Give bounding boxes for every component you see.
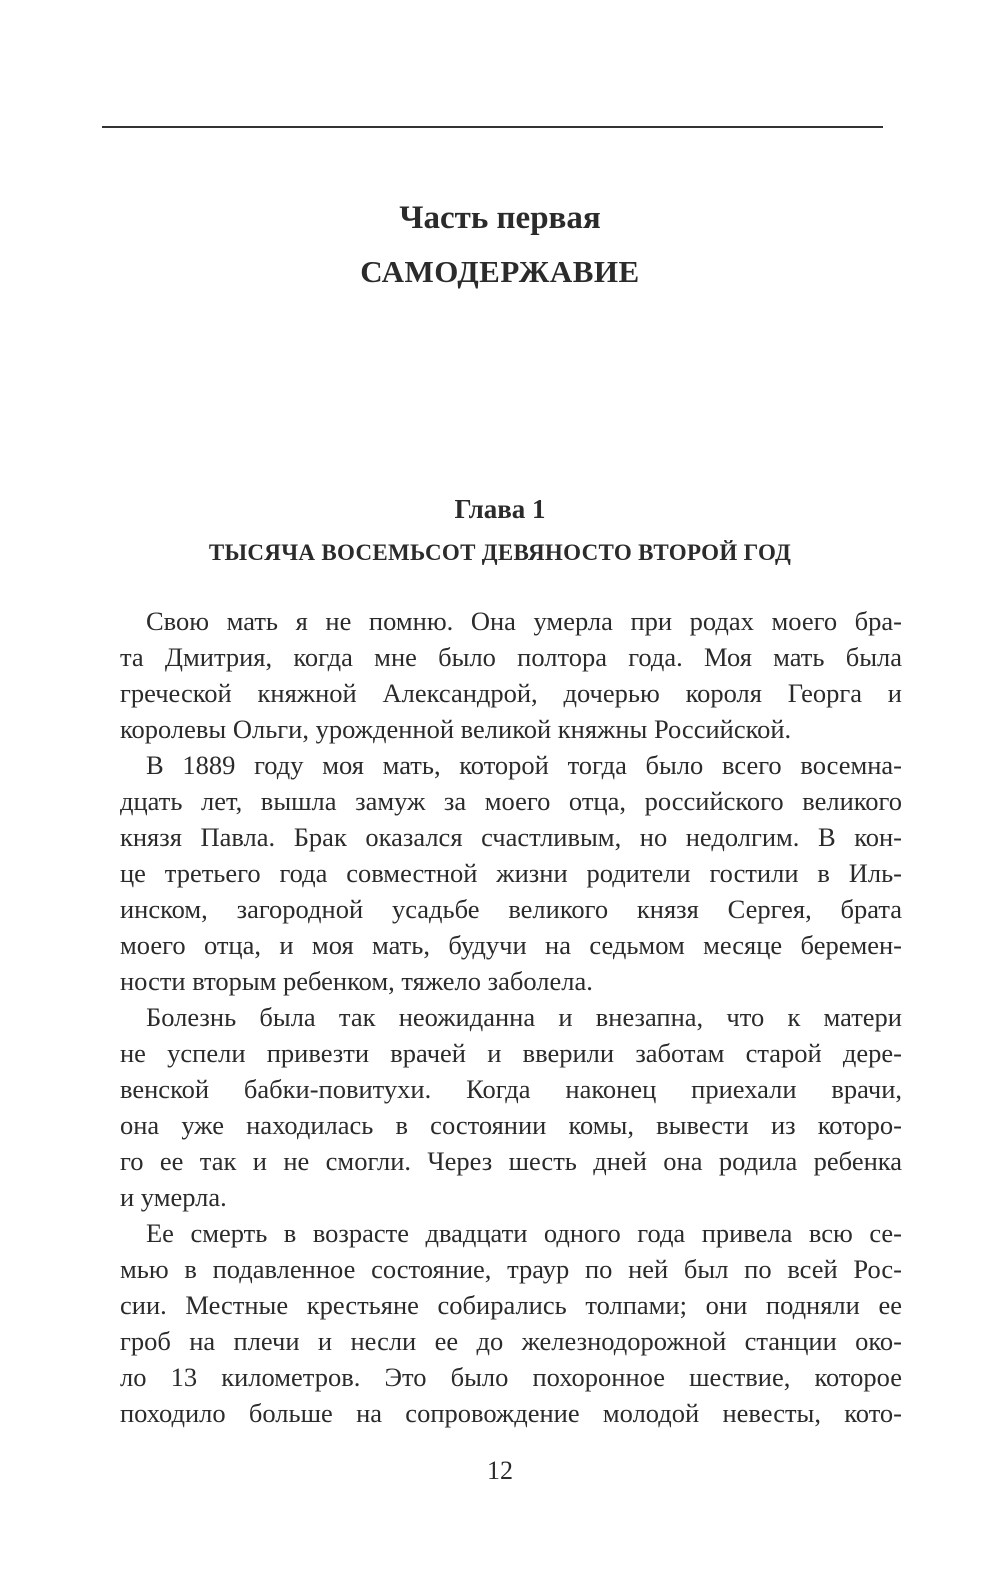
header-rule: [102, 126, 883, 128]
body-text: [120, 603, 902, 1431]
text-line: греческой княжной Александрой, дочерью короля Георга и: [120, 678, 902, 708]
text-line: инском, загородной усадьбе великого князя Сергея, брата: [120, 894, 902, 924]
part-subtitle: САМОДЕРЖАВИЕ: [360, 254, 640, 289]
text-line: князя Павла. Брак оказался счастливым, но недолгим. В кон-: [120, 822, 902, 852]
text-line: дцать лет, вышла замуж за моего отца, российского великого: [120, 786, 902, 816]
text-line: королевы Ольги, урожденной великой княжны Российской.: [120, 714, 792, 744]
part-title: Часть первая: [399, 200, 601, 236]
text-line: венской бабки-повитухи. Когда наконец приехали врачи,: [120, 1074, 902, 1104]
text-line: мью в подавленное состояние, траур по ней был по всей Рос-: [120, 1254, 902, 1284]
chapter-subtitle: ТЫСЯЧА ВОСЕМЬСОТ ДЕВЯНОСТО ВТОРОЙ ГОД: [208, 540, 792, 565]
text-line: го ее так и не смогли. Через шесть дней она родила ребенка: [120, 1146, 902, 1176]
text-line: она уже находилась в состоянии комы, вывести из которо-: [120, 1110, 902, 1140]
text-line: моего отца, и моя мать, будучи на седьмом месяце беремен-: [120, 930, 902, 960]
text-line: це третьего года совместной жизни родители гостили в Иль-: [120, 858, 902, 888]
text-line: та Дмитрия, когда мне было полтора года. Моя мать была: [120, 642, 902, 672]
text-line: ности вторым ребенком, тяжело заболела.: [120, 966, 593, 996]
text-line: сии. Местные крестьяне собирались толпами; они подняли ее: [120, 1290, 902, 1320]
text-line: ло 13 километров. Это было похоронное шествие, которое: [120, 1362, 902, 1392]
paragraph-first-line: Болезнь была так неожиданна и внезапна, что к матери: [146, 1002, 902, 1032]
chapter-title: Глава 1: [454, 494, 546, 524]
paragraph-first-line: Ее смерть в возрасте двадцати одного года привела всю се-: [146, 1218, 902, 1248]
paragraph-first-line: Свою мать я не помню. Она умерла при родах моего бра-: [146, 606, 902, 636]
text-line: гроб на плечи и несли ее до железнодорожной станции око-: [120, 1326, 902, 1356]
text-line: не успели привезти врачей и вверили заботам старой дере-: [120, 1038, 902, 1068]
paragraph-first-line: В 1889 году моя мать, которой тогда было всего восемна-: [146, 750, 902, 780]
text-line: походило больше на сопровождение молодой невесты, кото-: [120, 1398, 902, 1428]
page-number: 12: [487, 1456, 513, 1485]
text-line: и умерла.: [120, 1182, 227, 1212]
